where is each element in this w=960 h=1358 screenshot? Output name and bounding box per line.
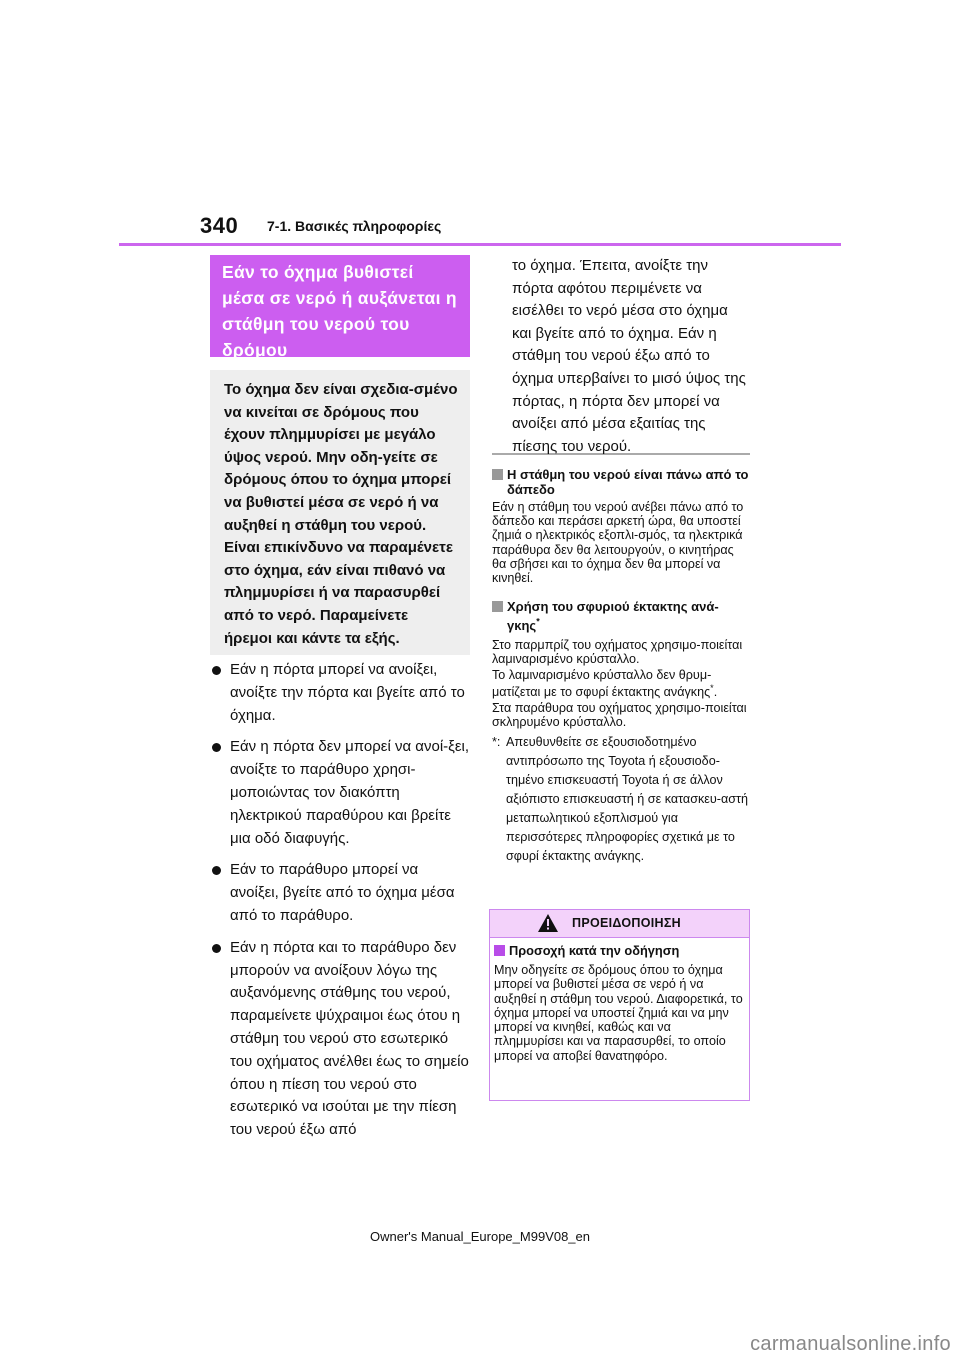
chapter-title: 7-1. Βασικές πληροφορίες	[267, 218, 442, 234]
subsection-body	[492, 638, 750, 729]
watermark: carmanualsonline.info	[750, 1333, 951, 1355]
bullet-text: Εάν η πόρτα και το παράθυρο δεν μπορούν να ανοίξουν λόγω της αυξανόμενης στάθμης του νερού, παραμείνετε ψύχραιμοι έως ότου η στάθμη του νερού στο εσωτερικό του οχήματος ανέλθει έως το σημείο όπου η πίεση του νερού στο εσωτερικό να ισούται με την πίεση του νερού έξω από	[230, 938, 469, 1139]
square-bullet-icon	[494, 945, 505, 956]
warning-title: ΠΡΟΕΙΔΟΠΟΙΗΣΗ	[572, 916, 681, 930]
warning-body	[490, 938, 749, 1069]
list-item	[210, 937, 470, 1142]
subsection-body: Εάν η στάθμη του νερού ανέβει πάνω από το δάπεδο και περάσει αρκετή ώρα, θα υποστεί ζημιά ο ηλεκτρικός εξοπλι-σμός, τα ηλεκτρικά παράθυρα δεν θα λειτουργούν, ο κινητήρας θα σβήσει και το όχημα δεν θα μπορεί να κινηθεί.	[492, 500, 744, 586]
bullet-text: Εάν η πόρτα μπορεί να ανοίξει, ανοίξτε την πόρτα και βγείτε από το όχημα.	[230, 661, 465, 724]
bullet-list	[210, 659, 470, 1142]
warning-subtitle-text: Προσοχή κατά την οδήγηση	[509, 943, 680, 958]
body-paragraph	[492, 667, 750, 701]
warning-text: Μην οδηγείτε σε δρόμους όπου το όχημα μπορεί να βυθιστεί μέσα σε νερό ή να αυξηθεί η στάθμη του νερού. Διαφορετικά, το όχημα μπορεί να υποστεί ζημιά και να μην μπορεί να κινηθεί, καθώς και να πλημμυρίσει και να παρασυρθεί, το οποίο μπορεί να αποβεί θανατηφόρο.	[494, 963, 743, 1063]
list-item	[210, 736, 470, 850]
list-item	[210, 659, 470, 727]
body-text: Το λαμιναρισμένο κρύσταλλο δεν θρυμ-ματίζεται με το σφυρί έκτακτης ανάγκης	[492, 667, 712, 699]
bullet-icon	[212, 866, 221, 875]
body-paragraph: Στα παράθυρα του οχήματος χρησιμο-ποιείται σκληρυμένο κρύσταλλο.	[492, 700, 747, 729]
section-title: Εάν το όχημα βυθιστεί μέσα σε νερό ή αυξάνεται η στάθμη του νερού του δρόμου	[210, 255, 470, 357]
body-paragraph: Στο παρμπρίζ του οχήματος χρησιμο-ποιείται λαμιναρισμένο κρύσταλλο.	[492, 638, 743, 667]
warning-header	[490, 910, 749, 938]
bullet-text: Εάν η πόρτα δεν μπορεί να ανοί-ξει, ανοίξτε το παράθυρο χρησι-μοποιώντας τον διακόπτη ηλεκτρικού παραθύρου και βρείτε μια οδό διαφυγής.	[230, 738, 470, 847]
bullet-text: Εάν το παράθυρο μπορεί να ανοίξει, βγείτε από το όχημα μέσα από το παράθυρο.	[230, 861, 455, 924]
bullet-icon	[212, 743, 221, 752]
continued-text: το όχημα. Έπειτα, ανοίξτε την πόρτα αφότου περιμένετε να εισέλθει το νερό μέσα στο όχημα και βγείτε από το όχημα. Εάν η στάθμη του νερού έξω από το όχημα υπερβαίνει το μισό ύψος της πόρτας, η πόρτα δεν μπορεί να ανοίξει από μέσα εξαιτίας της πίεσης του νερού.	[512, 257, 746, 455]
subsection-title: Η στάθμη του νερού είναι πάνω από το δάπεδο	[507, 467, 749, 497]
footnote-text: Απευθυνθείτε σε εξουσιοδοτημένο αντιπρόσωπο της Toyota ή εξουσιοδο-τημένο επισκευαστή Toyota ή σε άλλον αξιόπιστο επισκευαστή ή σε κατασκευ-αστή μεταπωλητικού εξοπλισμού για περισσότερες πληροφορίες σχετικά με το σφυρί έκτακτης ανάγκης.	[506, 735, 748, 864]
manual-id: Owner's Manual_Europe_M99V08_en	[369, 1229, 590, 1244]
square-bullet-icon	[492, 469, 503, 480]
left-column	[210, 255, 470, 1151]
list-item	[210, 859, 470, 927]
footnote-marker: *	[536, 616, 540, 627]
bullet-icon	[212, 944, 221, 953]
subsection-title: Χρήση του σφυριού έκτακτης ανά-γκης	[507, 599, 719, 634]
notice-box: Το όχημα δεν είναι σχεδια-σμένο να κινείται σε δρόμους που έχουν πλημμυρίσει με μεγάλο ύψος νερού. Μην οδη-γείτε σε δρόμους όπου το όχημα μπορεί να βυθιστεί μέσα σε νερό ή να αυξηθεί η στάθμη του νερού. Είναι επικίνδυνο να παραμένετε στο όχημα, εάν είναι πιθανό να πλημμυρίσει ή να παρασυρθεί από το νερό. Παραμείνετε ήρεμοι και κάντε τα εξής.	[210, 370, 470, 655]
header-rule	[119, 243, 841, 246]
subsection-heading	[492, 467, 750, 497]
page-number: 340	[200, 213, 239, 238]
bullet-icon	[212, 666, 221, 675]
square-bullet-icon	[492, 601, 503, 612]
body-text: .	[713, 684, 718, 699]
right-column	[492, 255, 750, 866]
warning-triangle-icon	[538, 914, 558, 932]
warning-box	[489, 909, 750, 1101]
footnote-marker: *	[710, 682, 714, 693]
footnote-mark: *:	[492, 735, 501, 750]
subsection-heading	[492, 597, 750, 635]
footnote	[492, 733, 750, 866]
warning-subtitle	[494, 943, 743, 959]
